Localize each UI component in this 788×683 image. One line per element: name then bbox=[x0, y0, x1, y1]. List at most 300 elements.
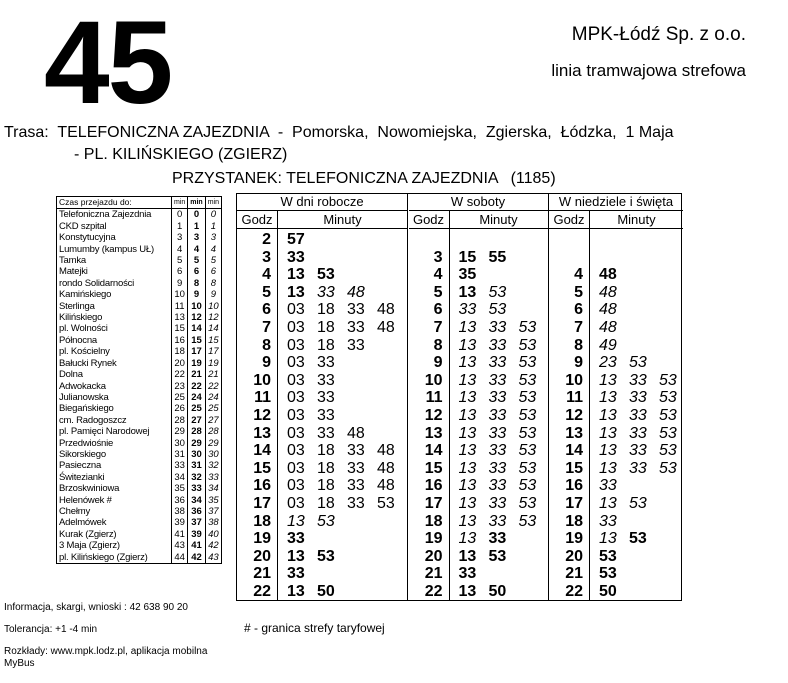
hour-row bbox=[549, 249, 683, 267]
stop-name: Julianowska bbox=[57, 392, 172, 403]
stop-row bbox=[57, 289, 222, 300]
hour-value: 13 bbox=[565, 424, 583, 442]
departure-minute: 33 bbox=[347, 442, 365, 460]
hour-row bbox=[409, 337, 548, 355]
travel-time-sunday: 29 bbox=[205, 438, 221, 449]
hour-value: 5 bbox=[574, 283, 583, 301]
departure-minute: 53 bbox=[629, 354, 647, 372]
departure-minute: 13 bbox=[458, 512, 477, 530]
stop-row bbox=[57, 529, 222, 540]
hour-value: 6 bbox=[262, 301, 271, 319]
hour-value: 20 bbox=[253, 547, 271, 565]
hour-row bbox=[237, 266, 407, 284]
hour-value: 19 bbox=[253, 530, 271, 548]
travel-time-sunday: 15 bbox=[205, 335, 221, 346]
hour-row bbox=[549, 407, 683, 425]
hour-row bbox=[409, 266, 548, 284]
stop-name: Dolna bbox=[57, 369, 172, 380]
stop-name: pl. Wolności bbox=[57, 323, 172, 334]
departure-minute: 53 bbox=[518, 407, 537, 424]
stop-row bbox=[57, 426, 222, 437]
departure-minute: 48 bbox=[377, 301, 395, 319]
hour-row bbox=[409, 513, 548, 531]
stop-row bbox=[57, 244, 222, 255]
travel-time-saturday: 0 bbox=[188, 209, 205, 221]
departure-minute: 23 bbox=[599, 354, 617, 372]
departure-minute: 53 bbox=[377, 495, 395, 512]
stop-header bbox=[172, 170, 556, 188]
hour-row bbox=[237, 354, 407, 372]
travel-time-saturday: 6 bbox=[188, 266, 205, 277]
departure-minute: 15 bbox=[458, 248, 477, 266]
travel-time-saturday: 39 bbox=[188, 529, 205, 540]
hour-row bbox=[549, 477, 683, 495]
hour-row bbox=[549, 372, 683, 390]
column-title: W niedziele i święta bbox=[549, 194, 683, 211]
departure-minute: 53 bbox=[659, 459, 677, 477]
departure-minute: 03 bbox=[287, 442, 305, 460]
travel-time-saturday: 1 bbox=[188, 221, 205, 232]
hour-value: 4 bbox=[262, 266, 271, 284]
hour-row bbox=[237, 337, 407, 355]
hour-row bbox=[549, 565, 683, 583]
stop-row bbox=[57, 369, 222, 380]
hour-row bbox=[409, 495, 548, 513]
travel-time-weekday: 30 bbox=[171, 438, 187, 449]
departure-minute: 33 bbox=[629, 459, 647, 477]
hour-row bbox=[549, 460, 683, 478]
departure-minute: 18 bbox=[317, 459, 335, 477]
departure-minute: 33 bbox=[488, 459, 507, 477]
stop-label: PRZYSTANEK: TELEFONICZNA ZAJEZDNIA bbox=[172, 170, 499, 187]
travel-time-sunday: 9 bbox=[205, 289, 221, 300]
hour-value: 5 bbox=[433, 283, 443, 301]
hour-value: 4 bbox=[433, 266, 443, 284]
departure-minute: 13 bbox=[458, 477, 477, 495]
departure-minute: 33 bbox=[629, 407, 647, 424]
route-line-1: Trasa: TELEFONICZNA ZAJEZDNIA - Pomorska, Nowomiejska, Zgierska, Łódzka, 1 Maja bbox=[4, 124, 674, 141]
stop-name: Kilińskiego bbox=[57, 312, 172, 323]
hour-row bbox=[409, 284, 548, 302]
departure-minute: 13 bbox=[458, 530, 477, 548]
departure-minute: 33 bbox=[287, 530, 305, 548]
travel-time-weekday: 20 bbox=[171, 358, 187, 369]
departure-minute: 13 bbox=[599, 495, 617, 512]
stop-row bbox=[57, 255, 222, 266]
hour-row bbox=[237, 548, 407, 566]
travel-time-weekday: 43 bbox=[171, 540, 187, 551]
hour-value: 11 bbox=[425, 389, 443, 407]
column-header bbox=[409, 211, 548, 229]
hour-row bbox=[549, 548, 683, 566]
hour-value: 21 bbox=[424, 565, 443, 583]
travel-time-sunday: 17 bbox=[205, 346, 221, 357]
hour-row bbox=[237, 477, 407, 495]
stop-code: (1185) bbox=[510, 170, 556, 187]
hour-row bbox=[237, 389, 407, 407]
travel-time-sunday: 30 bbox=[205, 449, 221, 460]
departure-minute: 53 bbox=[488, 283, 507, 301]
hour-value: 18 bbox=[253, 512, 271, 530]
stop-row bbox=[57, 346, 222, 357]
stop-name: Bałucki Rynek bbox=[57, 358, 172, 369]
travel-time-header: Czas przejazdu do: bbox=[57, 197, 172, 209]
hour-value: 15 bbox=[565, 459, 583, 477]
departure-minute: 33 bbox=[488, 512, 507, 530]
departure-minute: 33 bbox=[317, 407, 335, 424]
departure-minute: 48 bbox=[599, 283, 617, 301]
departure-minute: 03 bbox=[287, 389, 305, 407]
hour-value: 20 bbox=[424, 547, 443, 565]
travel-time-sunday: 0 bbox=[205, 209, 221, 221]
departure-minute: 33 bbox=[287, 248, 305, 266]
stop-row bbox=[57, 483, 222, 494]
travel-time-sunday: 1 bbox=[205, 221, 221, 232]
hour-value: 9 bbox=[262, 354, 271, 372]
departure-minute: 33 bbox=[488, 424, 507, 442]
hour-value: 13 bbox=[253, 424, 271, 442]
hour-value: 3 bbox=[433, 248, 443, 266]
travel-time-saturday: 19 bbox=[188, 358, 205, 369]
travel-time-sunday: 14 bbox=[205, 323, 221, 334]
route-line-2: - PL. KILIŃSKIEGO (ZGIERZ) bbox=[74, 146, 288, 163]
hour-row bbox=[409, 460, 548, 478]
stop-row bbox=[57, 438, 222, 449]
hour-row bbox=[549, 442, 683, 460]
departure-minute: 48 bbox=[347, 424, 365, 442]
hour-value: 14 bbox=[424, 442, 443, 460]
departure-minute: 33 bbox=[488, 495, 507, 512]
departure-minute: 53 bbox=[659, 389, 677, 407]
hour-value: 6 bbox=[433, 301, 443, 319]
departure-minute: 53 bbox=[317, 512, 335, 530]
departure-minute: 53 bbox=[518, 424, 537, 442]
hour-value: 12 bbox=[565, 407, 583, 424]
hour-row bbox=[409, 319, 548, 337]
travel-time-saturday: 22 bbox=[188, 381, 205, 392]
departure-minute: 13 bbox=[458, 371, 477, 389]
departure-minute: 50 bbox=[488, 583, 507, 600]
hour-row bbox=[549, 495, 683, 513]
timetable-column-weekday bbox=[237, 194, 408, 600]
departure-minute: 53 bbox=[518, 389, 537, 407]
departure-minute: 50 bbox=[599, 583, 617, 600]
hour-value: 6 bbox=[574, 301, 583, 319]
departure-minute: 13 bbox=[458, 389, 477, 407]
stop-row bbox=[57, 312, 222, 323]
stop-name: cm. Radogoszcz bbox=[57, 415, 172, 426]
departure-minute: 53 bbox=[518, 459, 537, 477]
hour-row bbox=[237, 372, 407, 390]
stop-row bbox=[57, 495, 222, 506]
hour-value: 14 bbox=[565, 442, 583, 460]
hour-row bbox=[409, 530, 548, 548]
hour-value: 16 bbox=[253, 477, 271, 495]
hour-value: 8 bbox=[262, 336, 271, 354]
hour-header: Godz bbox=[237, 211, 278, 228]
stop-row bbox=[57, 403, 222, 414]
hour-value: 19 bbox=[424, 530, 443, 548]
departure-minute: 33 bbox=[629, 389, 647, 407]
timetable-column-sunday bbox=[549, 194, 683, 600]
travel-time-weekday: 35 bbox=[171, 483, 187, 494]
departure-minute: 18 bbox=[317, 495, 335, 512]
stop-row bbox=[57, 392, 222, 403]
travel-time-sunday: 33 bbox=[205, 472, 221, 483]
travel-time-weekday: 3 bbox=[171, 232, 187, 243]
departure-minute: 48 bbox=[377, 459, 395, 477]
hour-value: 22 bbox=[424, 583, 443, 600]
hour-header: Godz bbox=[409, 211, 450, 228]
departure-minute: 13 bbox=[458, 583, 477, 600]
departure-minute: 13 bbox=[458, 495, 477, 512]
hour-value: 4 bbox=[574, 266, 583, 284]
hour-value: 21 bbox=[253, 565, 271, 583]
departure-minute: 13 bbox=[458, 547, 477, 565]
column-header bbox=[549, 211, 683, 229]
info-section bbox=[4, 602, 234, 680]
departure-minute: 48 bbox=[347, 283, 365, 301]
hour-value: 10 bbox=[565, 371, 583, 389]
hour-row bbox=[237, 565, 407, 583]
departure-minute: 13 bbox=[599, 407, 617, 424]
departure-minute: 33 bbox=[347, 301, 365, 319]
timetable-column-saturday bbox=[409, 194, 549, 600]
travel-time-weekday: 44 bbox=[171, 552, 187, 564]
travel-time-saturday: 31 bbox=[188, 460, 205, 471]
travel-time-weekday: 6 bbox=[171, 266, 187, 277]
departure-minute: 13 bbox=[599, 389, 617, 407]
departure-minute: 03 bbox=[287, 336, 305, 354]
column-title: W dni robocze bbox=[237, 194, 407, 211]
departure-minute: 33 bbox=[347, 495, 365, 512]
travel-time-sunday: 35 bbox=[205, 495, 221, 506]
travel-time-weekday: 31 bbox=[171, 449, 187, 460]
stop-name: pl. Kilińskiego (Zgierz) bbox=[57, 552, 172, 564]
zone-legend: # - granica strefy taryfowej bbox=[244, 621, 385, 635]
departure-minute: 18 bbox=[317, 336, 335, 354]
travel-time-sunday: 24 bbox=[205, 392, 221, 403]
hour-row bbox=[549, 583, 683, 601]
departure-minute: 13 bbox=[599, 371, 617, 389]
stop-row bbox=[57, 278, 222, 289]
departure-minute: 33 bbox=[488, 389, 507, 407]
stop-name: Sikorskiego bbox=[57, 449, 172, 460]
hour-row bbox=[549, 513, 683, 531]
departure-minute: 13 bbox=[458, 319, 477, 336]
departure-minute: 53 bbox=[488, 547, 507, 565]
departure-minute: 53 bbox=[488, 301, 507, 319]
departure-minute: 53 bbox=[518, 477, 537, 495]
stop-name: rondo Solidarności bbox=[57, 278, 172, 289]
departure-minute: 33 bbox=[458, 301, 477, 319]
travel-time-saturday: 14 bbox=[188, 323, 205, 334]
travel-time-weekday: 11 bbox=[171, 301, 187, 312]
travel-time-saturday: 36 bbox=[188, 506, 205, 517]
departure-minute: 13 bbox=[458, 283, 477, 301]
hour-value: 7 bbox=[262, 319, 271, 336]
departure-minute: 13 bbox=[287, 266, 305, 284]
departure-minute: 18 bbox=[317, 319, 335, 336]
stop-row bbox=[57, 232, 222, 243]
departure-minute: 35 bbox=[458, 266, 477, 284]
departure-minute: 33 bbox=[317, 424, 335, 442]
hour-value: 17 bbox=[424, 495, 443, 512]
hour-row bbox=[409, 548, 548, 566]
stop-row bbox=[57, 266, 222, 277]
travel-time-sunday: 6 bbox=[205, 266, 221, 277]
stop-name: Tamka bbox=[57, 255, 172, 266]
hour-value: 20 bbox=[565, 547, 583, 565]
route-description bbox=[4, 122, 764, 166]
travel-time-weekday: 36 bbox=[171, 495, 187, 506]
line-number: 45 bbox=[44, 0, 172, 129]
departure-minute: 53 bbox=[518, 336, 537, 354]
hour-value: 10 bbox=[424, 371, 443, 389]
stop-row bbox=[57, 540, 222, 551]
travel-time-sunday: 5 bbox=[205, 255, 221, 266]
departure-minute: 53 bbox=[659, 424, 677, 442]
departure-minute: 53 bbox=[518, 495, 537, 512]
departure-minute: 18 bbox=[317, 301, 335, 319]
hour-value: 21 bbox=[565, 565, 583, 583]
travel-time-sunday: 21 bbox=[205, 369, 221, 380]
stop-row bbox=[57, 552, 222, 564]
hour-row bbox=[237, 583, 407, 601]
hour-value: 14 bbox=[253, 442, 271, 460]
column-header bbox=[237, 211, 407, 229]
departure-minute: 33 bbox=[347, 336, 365, 354]
hour-row bbox=[237, 495, 407, 513]
departure-minute: 53 bbox=[599, 547, 617, 565]
departure-minute: 55 bbox=[488, 248, 507, 266]
hour-row bbox=[409, 372, 548, 390]
departure-minute: 53 bbox=[659, 442, 677, 460]
departure-minute: 49 bbox=[599, 336, 617, 354]
tolerance-info: Tolerancja: +1 -4 min bbox=[4, 624, 98, 635]
hour-value: 3 bbox=[262, 248, 271, 266]
departure-minute: 03 bbox=[287, 477, 305, 495]
travel-time-saturday: 8 bbox=[188, 278, 205, 289]
departure-minute: 13 bbox=[599, 530, 617, 548]
departure-minute: 33 bbox=[317, 283, 335, 301]
stop-name: Biegańskiego bbox=[57, 403, 172, 414]
hour-row bbox=[237, 407, 407, 425]
travel-time-sunday: 43 bbox=[205, 552, 221, 564]
hour-row bbox=[409, 565, 548, 583]
hour-value: 17 bbox=[253, 495, 271, 512]
travel-time-sunday: 3 bbox=[205, 232, 221, 243]
travel-time-saturday: 21 bbox=[188, 369, 205, 380]
travel-time-sunday: 40 bbox=[205, 529, 221, 540]
travel-time-weekday: 34 bbox=[171, 472, 187, 483]
hour-value: 17 bbox=[565, 495, 583, 512]
departure-minute: 13 bbox=[458, 336, 477, 354]
hour-value: 15 bbox=[424, 459, 443, 477]
travel-time-sunday: 34 bbox=[205, 483, 221, 494]
departure-minute: 48 bbox=[599, 266, 617, 284]
hour-row bbox=[237, 284, 407, 302]
stop-row bbox=[57, 209, 222, 221]
travel-time-sunday: 42 bbox=[205, 540, 221, 551]
travel-time-saturday: 42 bbox=[188, 552, 205, 564]
travel-time-saturday: 33 bbox=[188, 483, 205, 494]
hour-value: 2 bbox=[262, 231, 271, 248]
min-label: min bbox=[171, 197, 187, 209]
travel-time-weekday: 25 bbox=[171, 392, 187, 403]
hour-row bbox=[409, 477, 548, 495]
stop-row bbox=[57, 301, 222, 312]
departure-minute: 13 bbox=[458, 407, 477, 424]
travel-time-weekday: 0 bbox=[171, 209, 187, 221]
travel-time-saturday: 41 bbox=[188, 540, 205, 551]
hour-row bbox=[549, 231, 683, 249]
line-type: linia tramwajowa strefowa bbox=[551, 61, 746, 80]
travel-time-saturday: 15 bbox=[188, 335, 205, 346]
departure-minute: 33 bbox=[488, 407, 507, 424]
stop-row bbox=[57, 517, 222, 528]
departure-minute: 13 bbox=[287, 512, 305, 530]
departure-minute: 53 bbox=[518, 512, 537, 530]
travel-time-saturday: 30 bbox=[188, 449, 205, 460]
hour-value: 9 bbox=[433, 354, 443, 372]
departure-minute: 33 bbox=[347, 477, 365, 495]
hour-value: 22 bbox=[565, 583, 583, 600]
departure-minute: 13 bbox=[287, 583, 305, 600]
hour-row bbox=[549, 354, 683, 372]
hour-header: Godz bbox=[549, 211, 590, 228]
hour-row bbox=[409, 389, 548, 407]
departure-minute: 03 bbox=[287, 424, 305, 442]
hour-value: 13 bbox=[424, 424, 443, 442]
departure-minute: 13 bbox=[599, 442, 617, 460]
departure-minute: 50 bbox=[317, 583, 335, 600]
travel-time-weekday: 5 bbox=[171, 255, 187, 266]
hour-row bbox=[549, 530, 683, 548]
stop-name: Kamińskiego bbox=[57, 289, 172, 300]
stop-name: Pasieczna bbox=[57, 460, 172, 471]
stop-name: pl. Kościelny bbox=[57, 346, 172, 357]
departure-minute: 33 bbox=[317, 371, 335, 389]
hour-row bbox=[549, 284, 683, 302]
min-label: min bbox=[188, 197, 205, 209]
travel-time-saturday: 27 bbox=[188, 415, 205, 426]
hour-row bbox=[549, 301, 683, 319]
travel-time-sunday: 12 bbox=[205, 312, 221, 323]
stop-name: Lumumby (kampus UŁ) bbox=[57, 244, 172, 255]
stop-name: Adelmówek bbox=[57, 517, 172, 528]
stop-row bbox=[57, 460, 222, 471]
hour-value: 8 bbox=[574, 336, 583, 354]
hour-row bbox=[237, 319, 407, 337]
hour-value: 19 bbox=[565, 530, 583, 548]
travel-time-saturday: 28 bbox=[188, 426, 205, 437]
travel-time-weekday: 29 bbox=[171, 426, 187, 437]
travel-time-saturday: 10 bbox=[188, 301, 205, 312]
departure-minute: 33 bbox=[347, 319, 365, 336]
departure-minute: 48 bbox=[599, 319, 617, 336]
travel-time-sunday: 22 bbox=[205, 381, 221, 392]
travel-time-saturday: 5 bbox=[188, 255, 205, 266]
hour-row bbox=[409, 425, 548, 443]
stop-name: Kurak (Zgierz) bbox=[57, 529, 172, 540]
hour-value: 18 bbox=[424, 512, 443, 530]
hour-row bbox=[549, 425, 683, 443]
hour-value: 7 bbox=[574, 319, 583, 336]
hour-row bbox=[237, 442, 407, 460]
hour-value: 7 bbox=[433, 319, 443, 336]
travel-time-table bbox=[56, 196, 222, 564]
